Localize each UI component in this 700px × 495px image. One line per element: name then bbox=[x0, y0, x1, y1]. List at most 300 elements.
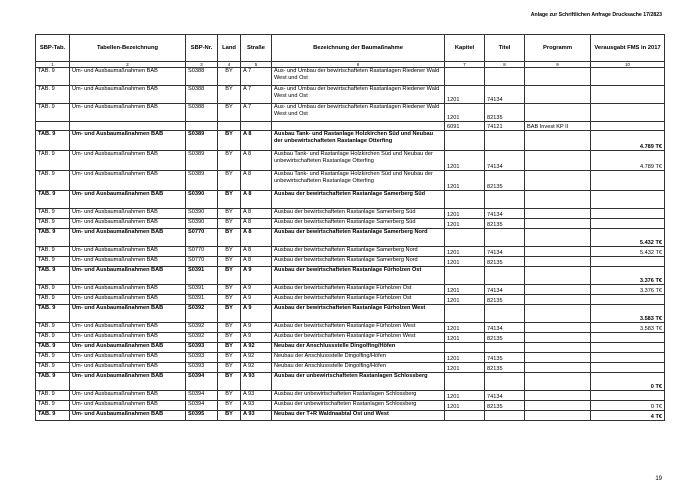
cell-verausgabt bbox=[591, 391, 665, 401]
cell-kapitel: 1201 bbox=[445, 323, 485, 333]
table-row bbox=[36, 401, 665, 411]
cell-verausgabt: 3.376 T€ bbox=[591, 267, 665, 285]
cell-kapitel bbox=[445, 68, 485, 86]
cell-tabellen-bezeichnung: Um- und Ausbaumaßnahmen BAB bbox=[70, 353, 186, 363]
cell-programm bbox=[525, 104, 591, 122]
cell-tabellen-bezeichnung: Um- und Ausbaumaßnahmen BAB bbox=[70, 151, 186, 171]
cell-land: BY bbox=[218, 191, 241, 209]
cell-land: BY bbox=[218, 391, 241, 401]
cell-tabellen-bezeichnung: Um- und Ausbaumaßnahmen BAB bbox=[70, 257, 186, 267]
table-row-summary bbox=[36, 267, 665, 285]
table-row-summary bbox=[36, 229, 665, 247]
cell-kapitel: 1201 bbox=[445, 219, 485, 229]
cell-programm bbox=[525, 171, 591, 191]
cell-land: BY bbox=[218, 229, 241, 247]
cell-bezeichnung: Ausbau der bewirtschafteten Rastanlage Fürholzen West bbox=[272, 323, 445, 333]
cell-titel: 82135 bbox=[485, 401, 525, 411]
table-row bbox=[36, 353, 665, 363]
cell-programm bbox=[525, 285, 591, 295]
cell-titel: 82135 bbox=[485, 171, 525, 191]
cell-kapitel: 6091 bbox=[445, 122, 485, 131]
cell-programm bbox=[525, 68, 591, 86]
cell-tabellen-bezeichnung: Um- und Ausbaumaßnahmen BAB bbox=[70, 267, 186, 285]
cell-verausgabt: 0 T€ bbox=[591, 401, 665, 411]
col-header-sbp-nr: SBP-Nr. bbox=[186, 35, 218, 62]
cell-sbp-nr: S0392 bbox=[186, 323, 218, 333]
col-header-sbp-tab: SBP-Tab. bbox=[36, 35, 70, 62]
cell-verausgabt bbox=[591, 104, 665, 122]
table-row bbox=[36, 257, 665, 267]
cell-bezeichnung: Aus- und Umbau der bewirtschafteten Rastanlagen Riedener Wald West und Ost bbox=[272, 68, 445, 86]
cell-strasse: A 8 bbox=[241, 209, 272, 219]
cell-sbp-nr: S0388 bbox=[186, 68, 218, 86]
cell-programm: BAB Invest KP II bbox=[525, 122, 591, 131]
cell-kapitel: 1201 bbox=[445, 391, 485, 401]
cell-sbp-tab: TAB. 9 bbox=[36, 353, 70, 363]
cell-titel: 82135 bbox=[485, 333, 525, 343]
cell-tabellen-bezeichnung: Um- und Ausbaumaßnahmen BAB bbox=[70, 411, 186, 421]
cell-tabellen-bezeichnung bbox=[70, 122, 186, 131]
cell-sbp-tab: TAB. 9 bbox=[36, 257, 70, 267]
cell-bezeichnung: Neubau der Anschlussstelle Dingolfing/Höfen bbox=[272, 353, 445, 363]
cell-strasse bbox=[241, 122, 272, 131]
cell-sbp-nr bbox=[186, 122, 218, 131]
cell-sbp-nr: S0388 bbox=[186, 104, 218, 122]
cell-land: BY bbox=[218, 68, 241, 86]
cell-programm bbox=[525, 373, 591, 391]
table-row bbox=[36, 68, 665, 86]
cell-strasse: A 7 bbox=[241, 86, 272, 104]
cell-tabellen-bezeichnung: Um- und Ausbaumaßnahmen BAB bbox=[70, 391, 186, 401]
cell-bezeichnung: Ausbau der bewirtschafteten Rastanlage Samerberg Süd bbox=[272, 219, 445, 229]
table-row bbox=[36, 209, 665, 219]
cell-strasse: A 8 bbox=[241, 131, 272, 151]
cell-sbp-nr: S0391 bbox=[186, 267, 218, 285]
table-row-summary bbox=[36, 411, 665, 421]
cell-programm bbox=[525, 209, 591, 219]
table-row-summary bbox=[36, 343, 665, 353]
cell-land: BY bbox=[218, 257, 241, 267]
col-number: 2 bbox=[70, 62, 186, 68]
cell-programm bbox=[525, 257, 591, 267]
cell-sbp-tab bbox=[36, 122, 70, 131]
cell-titel bbox=[485, 267, 525, 285]
cell-bezeichnung: Ausbau der bewirtschafteten Rastanlage Samerberg Süd bbox=[272, 191, 445, 209]
col-number: 5 bbox=[241, 62, 272, 68]
cell-kapitel bbox=[445, 191, 485, 209]
cell-strasse: A 92 bbox=[241, 363, 272, 373]
cell-kapitel: 1201 bbox=[445, 401, 485, 411]
table-row-summary bbox=[36, 305, 665, 323]
header-row bbox=[36, 35, 665, 62]
cell-tabellen-bezeichnung: Um- und Ausbaumaßnahmen BAB bbox=[70, 247, 186, 257]
table-row bbox=[36, 86, 665, 104]
cell-verausgabt bbox=[591, 295, 665, 305]
cell-bezeichnung: Aus- und Umbau der bewirtschafteten Rastanlagen Riedener Wald West und Ost bbox=[272, 104, 445, 122]
cell-kapitel: 1201 bbox=[445, 353, 485, 363]
cell-sbp-tab: TAB. 9 bbox=[36, 209, 70, 219]
table-row bbox=[36, 171, 665, 191]
cell-land: BY bbox=[218, 363, 241, 373]
cell-strasse: A 9 bbox=[241, 267, 272, 285]
cell-verausgabt: 4.789 T€ bbox=[591, 151, 665, 171]
cell-sbp-nr: S0394 bbox=[186, 401, 218, 411]
cell-strasse: A 9 bbox=[241, 333, 272, 343]
cell-strasse: A 92 bbox=[241, 343, 272, 353]
cell-sbp-nr: S0389 bbox=[186, 151, 218, 171]
cell-bezeichnung: Neubau der Anschlussstelle Dingolfing/Höfen bbox=[272, 343, 445, 353]
cell-sbp-tab: TAB. 9 bbox=[36, 323, 70, 333]
cell-titel: 82135 bbox=[485, 363, 525, 373]
cell-programm bbox=[525, 151, 591, 171]
table-body bbox=[36, 68, 665, 421]
cell-strasse: A 9 bbox=[241, 295, 272, 305]
table-row bbox=[36, 151, 665, 171]
cell-titel bbox=[485, 68, 525, 86]
cell-sbp-tab: TAB. 9 bbox=[36, 285, 70, 295]
cell-sbp-nr: S0770 bbox=[186, 257, 218, 267]
table-row bbox=[36, 219, 665, 229]
col-number: 4 bbox=[218, 62, 241, 68]
cell-land: BY bbox=[218, 131, 241, 151]
table-row bbox=[36, 391, 665, 401]
table-row bbox=[36, 247, 665, 257]
cell-kapitel bbox=[445, 229, 485, 247]
cell-verausgabt bbox=[591, 353, 665, 363]
cell-kapitel: 1201 bbox=[445, 285, 485, 295]
cell-titel: 74134 bbox=[485, 209, 525, 219]
cell-sbp-tab: TAB. 9 bbox=[36, 219, 70, 229]
cell-tabellen-bezeichnung: Um- und Ausbaumaßnahmen BAB bbox=[70, 323, 186, 333]
cell-verausgabt bbox=[591, 122, 665, 131]
cell-sbp-nr: S0391 bbox=[186, 295, 218, 305]
cell-land: BY bbox=[218, 219, 241, 229]
cell-bezeichnung: Ausbau der bewirtschafteten Rastanlage Fürholzen Ost bbox=[272, 295, 445, 305]
cell-titel: 74134 bbox=[485, 86, 525, 104]
cell-sbp-tab: TAB. 9 bbox=[36, 247, 70, 257]
col-header-verausgabt: Verausgabt FMS in 2017 bbox=[591, 35, 665, 62]
cell-kapitel bbox=[445, 131, 485, 151]
cell-titel: 74121 bbox=[485, 122, 525, 131]
cell-programm bbox=[525, 363, 591, 373]
cell-strasse: A 8 bbox=[241, 247, 272, 257]
cell-sbp-tab: TAB. 9 bbox=[36, 267, 70, 285]
cell-bezeichnung: Ausbau der bewirtschafteten Rastanlage Samerberg Nord bbox=[272, 229, 445, 247]
cell-kapitel bbox=[445, 411, 485, 421]
cell-land: BY bbox=[218, 209, 241, 219]
cell-sbp-nr: S0770 bbox=[186, 247, 218, 257]
col-header-strasse: Straße bbox=[241, 35, 272, 62]
cell-verausgabt: 4.789 T€ bbox=[591, 131, 665, 151]
cell-strasse: A 8 bbox=[241, 257, 272, 267]
col-number: 7 bbox=[445, 62, 485, 68]
cell-titel: 74134 bbox=[485, 247, 525, 257]
col-header-tabellen-bezeichnung: Tabellen-Bezeichnung bbox=[70, 35, 186, 62]
cell-programm bbox=[525, 219, 591, 229]
cell-strasse: A 9 bbox=[241, 285, 272, 295]
cell-bezeichnung: Ausbau der unbewirtschafteten Rastanlagen Schlossberg bbox=[272, 401, 445, 411]
cell-land: BY bbox=[218, 343, 241, 353]
cell-bezeichnung: Aus- und Umbau der bewirtschafteten Rastanlagen Riedener Wald West und Ost bbox=[272, 86, 445, 104]
cell-programm bbox=[525, 391, 591, 401]
cell-sbp-tab: TAB. 9 bbox=[36, 191, 70, 209]
cell-sbp-tab: TAB. 9 bbox=[36, 333, 70, 343]
cell-titel: 74134 bbox=[485, 391, 525, 401]
table-row-summary bbox=[36, 131, 665, 151]
cell-tabellen-bezeichnung: Um- und Ausbaumaßnahmen BAB bbox=[70, 86, 186, 104]
cell-sbp-tab: TAB. 9 bbox=[36, 171, 70, 191]
cell-titel: 82135 bbox=[485, 219, 525, 229]
table-row bbox=[36, 323, 665, 333]
cell-land: BY bbox=[218, 285, 241, 295]
cell-sbp-nr: S0389 bbox=[186, 171, 218, 191]
cell-verausgabt bbox=[591, 333, 665, 343]
cell-bezeichnung: Ausbau der bewirtschafteten Rastanlage Samerberg Nord bbox=[272, 257, 445, 267]
cell-tabellen-bezeichnung: Um- und Ausbaumaßnahmen BAB bbox=[70, 104, 186, 122]
cell-programm bbox=[525, 295, 591, 305]
expenditure-table bbox=[35, 34, 665, 421]
cell-bezeichnung: Neubau der T+R Waldnaabtal Ost und West bbox=[272, 411, 445, 421]
cell-titel: 74135 bbox=[485, 353, 525, 363]
cell-bezeichnung bbox=[272, 122, 445, 131]
col-header-titel: Titel bbox=[485, 35, 525, 62]
cell-kapitel: 1201 bbox=[445, 171, 485, 191]
col-number: 8 bbox=[485, 62, 525, 68]
cell-titel: 74134 bbox=[485, 323, 525, 333]
cell-land bbox=[218, 122, 241, 131]
cell-verausgabt: 5.432 T€ bbox=[591, 229, 665, 247]
cell-programm bbox=[525, 353, 591, 363]
cell-sbp-tab: TAB. 9 bbox=[36, 295, 70, 305]
cell-sbp-nr: S0390 bbox=[186, 191, 218, 209]
cell-bezeichnung: Ausbau Tank- und Rastanlage Holzkirchen Süd und Neubau der unbewirtschafteten Rastanlage Otterfing bbox=[272, 131, 445, 151]
cell-kapitel: 1201 bbox=[445, 86, 485, 104]
cell-verausgabt bbox=[591, 219, 665, 229]
cell-bezeichnung: Ausbau der bewirtschafteten Rastanlage Samerberg Nord bbox=[272, 247, 445, 257]
cell-land: BY bbox=[218, 295, 241, 305]
cell-land: BY bbox=[218, 411, 241, 421]
cell-land: BY bbox=[218, 323, 241, 333]
cell-tabellen-bezeichnung: Um- und Ausbaumaßnahmen BAB bbox=[70, 131, 186, 151]
cell-sbp-nr: S0394 bbox=[186, 391, 218, 401]
cell-kapitel: 1201 bbox=[445, 363, 485, 373]
cell-sbp-nr: S0391 bbox=[186, 285, 218, 295]
cell-tabellen-bezeichnung: Um- und Ausbaumaßnahmen BAB bbox=[70, 219, 186, 229]
cell-sbp-tab: TAB. 9 bbox=[36, 363, 70, 373]
cell-land: BY bbox=[218, 151, 241, 171]
cell-kapitel: 1201 bbox=[445, 151, 485, 171]
cell-kapitel: 1201 bbox=[445, 247, 485, 257]
cell-titel bbox=[485, 229, 525, 247]
cell-sbp-tab: TAB. 9 bbox=[36, 305, 70, 323]
cell-land: BY bbox=[218, 267, 241, 285]
cell-tabellen-bezeichnung: Um- und Ausbaumaßnahmen BAB bbox=[70, 401, 186, 411]
cell-sbp-nr: S0390 bbox=[186, 209, 218, 219]
cell-strasse: A 7 bbox=[241, 68, 272, 86]
cell-verausgabt: 4 T€ bbox=[591, 411, 665, 421]
cell-bezeichnung: Ausbau der bewirtschafteten Rastanlage Fürholzen West bbox=[272, 305, 445, 323]
cell-programm bbox=[525, 131, 591, 151]
cell-kapitel bbox=[445, 305, 485, 323]
table-row bbox=[36, 122, 665, 131]
cell-strasse: A 8 bbox=[241, 191, 272, 209]
cell-kapitel: 1201 bbox=[445, 295, 485, 305]
cell-verausgabt bbox=[591, 343, 665, 353]
cell-tabellen-bezeichnung: Um- und Ausbaumaßnahmen BAB bbox=[70, 209, 186, 219]
cell-sbp-tab: TAB. 9 bbox=[36, 401, 70, 411]
cell-programm bbox=[525, 343, 591, 353]
cell-bezeichnung: Ausbau der bewirtschafteten Rastanlage Fürholzen Ost bbox=[272, 285, 445, 295]
cell-strasse: A 93 bbox=[241, 373, 272, 391]
cell-titel bbox=[485, 305, 525, 323]
cell-titel bbox=[485, 411, 525, 421]
cell-kapitel: 1201 bbox=[445, 333, 485, 343]
cell-kapitel: 1201 bbox=[445, 209, 485, 219]
col-number: 10 bbox=[591, 62, 665, 68]
col-number: 6 bbox=[272, 62, 445, 68]
cell-verausgabt bbox=[591, 191, 665, 209]
cell-tabellen-bezeichnung: Um- und Ausbaumaßnahmen BAB bbox=[70, 229, 186, 247]
cell-verausgabt bbox=[591, 209, 665, 219]
cell-sbp-nr: S0770 bbox=[186, 229, 218, 247]
cell-land: BY bbox=[218, 86, 241, 104]
cell-verausgabt: 3.376 T€ bbox=[591, 285, 665, 295]
cell-sbp-nr: S0393 bbox=[186, 353, 218, 363]
cell-verausgabt bbox=[591, 171, 665, 191]
cell-sbp-nr: S0393 bbox=[186, 343, 218, 353]
cell-programm bbox=[525, 229, 591, 247]
cell-sbp-nr: S0393 bbox=[186, 363, 218, 373]
cell-strasse: A 9 bbox=[241, 323, 272, 333]
cell-tabellen-bezeichnung: Um- und Ausbaumaßnahmen BAB bbox=[70, 285, 186, 295]
cell-titel: 82135 bbox=[485, 257, 525, 267]
cell-strasse: A 93 bbox=[241, 411, 272, 421]
page-number: 19 bbox=[655, 476, 662, 482]
cell-strasse: A 92 bbox=[241, 353, 272, 363]
cell-land: BY bbox=[218, 353, 241, 363]
cell-verausgabt bbox=[591, 86, 665, 104]
cell-bezeichnung: Ausbau der bewirtschafteten Rastanlage Samerberg Süd bbox=[272, 209, 445, 219]
cell-programm bbox=[525, 333, 591, 343]
cell-tabellen-bezeichnung: Um- und Ausbaumaßnahmen BAB bbox=[70, 343, 186, 353]
cell-bezeichnung: Ausbau Tank- und Rastanlage Holzkirchen Süd und Neubau der unbewirtschafteten Rastanlage Otterfing bbox=[272, 171, 445, 191]
cell-titel: 82135 bbox=[485, 104, 525, 122]
cell-sbp-tab: TAB. 9 bbox=[36, 411, 70, 421]
cell-programm bbox=[525, 267, 591, 285]
table-row bbox=[36, 333, 665, 343]
cell-land: BY bbox=[218, 401, 241, 411]
cell-programm bbox=[525, 305, 591, 323]
cell-sbp-nr: S0392 bbox=[186, 305, 218, 323]
cell-tabellen-bezeichnung: Um- und Ausbaumaßnahmen BAB bbox=[70, 363, 186, 373]
cell-titel bbox=[485, 373, 525, 391]
cell-sbp-tab: TAB. 9 bbox=[36, 131, 70, 151]
cell-land: BY bbox=[218, 104, 241, 122]
cell-tabellen-bezeichnung: Um- und Ausbaumaßnahmen BAB bbox=[70, 68, 186, 86]
document-header: Anlage zur Schriftlichen Anfrage Drucksache 17/2823 bbox=[530, 12, 662, 18]
cell-titel bbox=[485, 191, 525, 209]
cell-strasse: A 8 bbox=[241, 151, 272, 171]
cell-kapitel: 1201 bbox=[445, 257, 485, 267]
cell-titel bbox=[485, 131, 525, 151]
cell-verausgabt bbox=[591, 363, 665, 373]
cell-kapitel bbox=[445, 267, 485, 285]
cell-strasse: A 93 bbox=[241, 391, 272, 401]
cell-land: BY bbox=[218, 333, 241, 343]
cell-programm bbox=[525, 401, 591, 411]
cell-bezeichnung: Ausbau der bewirtschafteten Rastanlage Fürholzen Ost bbox=[272, 267, 445, 285]
cell-sbp-tab: TAB. 9 bbox=[36, 151, 70, 171]
cell-bezeichnung: Neubau der Anschlussstelle Dingolfing/Höfen bbox=[272, 363, 445, 373]
cell-tabellen-bezeichnung: Um- und Ausbaumaßnahmen BAB bbox=[70, 295, 186, 305]
cell-strasse: A 8 bbox=[241, 219, 272, 229]
cell-programm bbox=[525, 247, 591, 257]
cell-programm bbox=[525, 86, 591, 104]
cell-verausgabt bbox=[591, 257, 665, 267]
cell-sbp-tab: TAB. 9 bbox=[36, 343, 70, 353]
cell-strasse: A 8 bbox=[241, 171, 272, 191]
cell-titel: 74134 bbox=[485, 285, 525, 295]
col-header-kapitel: Kapitel bbox=[445, 35, 485, 62]
cell-land: BY bbox=[218, 171, 241, 191]
cell-titel: 82135 bbox=[485, 295, 525, 305]
cell-sbp-tab: TAB. 9 bbox=[36, 373, 70, 391]
cell-tabellen-bezeichnung: Um- und Ausbaumaßnahmen BAB bbox=[70, 171, 186, 191]
cell-strasse: A 9 bbox=[241, 305, 272, 323]
cell-kapitel: 1201 bbox=[445, 104, 485, 122]
cell-sbp-tab: TAB. 9 bbox=[36, 86, 70, 104]
cell-programm bbox=[525, 411, 591, 421]
cell-verausgabt: 3.583 T€ bbox=[591, 323, 665, 333]
cell-bezeichnung: Ausbau Tank- und Rastanlage Holzkirchen Süd und Neubau der unbewirtschafteten Rastanlage Otterfing bbox=[272, 151, 445, 171]
cell-sbp-nr: S0389 bbox=[186, 131, 218, 151]
col-number: 1 bbox=[36, 62, 70, 68]
cell-tabellen-bezeichnung: Um- und Ausbaumaßnahmen BAB bbox=[70, 373, 186, 391]
cell-strasse: A 93 bbox=[241, 401, 272, 411]
cell-programm bbox=[525, 191, 591, 209]
cell-bezeichnung: Ausbau der bewirtschafteten Rastanlage Fürholzen West bbox=[272, 333, 445, 343]
col-header-programm: Programm bbox=[525, 35, 591, 62]
table-row bbox=[36, 295, 665, 305]
table-row-summary bbox=[36, 191, 665, 209]
cell-programm bbox=[525, 323, 591, 333]
cell-sbp-nr: S0390 bbox=[186, 219, 218, 229]
cell-tabellen-bezeichnung: Um- und Ausbaumaßnahmen BAB bbox=[70, 333, 186, 343]
table-row bbox=[36, 363, 665, 373]
cell-kapitel bbox=[445, 373, 485, 391]
cell-kapitel bbox=[445, 343, 485, 353]
cell-titel bbox=[485, 343, 525, 353]
cell-sbp-tab: TAB. 9 bbox=[36, 229, 70, 247]
cell-sbp-tab: TAB. 9 bbox=[36, 68, 70, 86]
cell-sbp-nr: S0394 bbox=[186, 373, 218, 391]
cell-titel: 74134 bbox=[485, 151, 525, 171]
col-header-bezeichnung: Bezeichnung der Baumaßnahme bbox=[272, 35, 445, 62]
col-header-land: Land bbox=[218, 35, 241, 62]
cell-land: BY bbox=[218, 247, 241, 257]
cell-sbp-nr: S0388 bbox=[186, 86, 218, 104]
cell-bezeichnung: Ausbau der unbewirtschafteten Rastanlagen Schlossberg bbox=[272, 391, 445, 401]
table-row-summary bbox=[36, 373, 665, 391]
cell-verausgabt: 3.583 T€ bbox=[591, 305, 665, 323]
cell-sbp-nr: S0392 bbox=[186, 333, 218, 343]
table-row bbox=[36, 104, 665, 122]
cell-strasse: A 7 bbox=[241, 104, 272, 122]
cell-land: BY bbox=[218, 305, 241, 323]
cell-verausgabt: 5.432 T€ bbox=[591, 247, 665, 257]
cell-bezeichnung: Ausbau der unbewirtschafteten Rastanlagen Schlossberg bbox=[272, 373, 445, 391]
cell-sbp-tab: TAB. 9 bbox=[36, 104, 70, 122]
